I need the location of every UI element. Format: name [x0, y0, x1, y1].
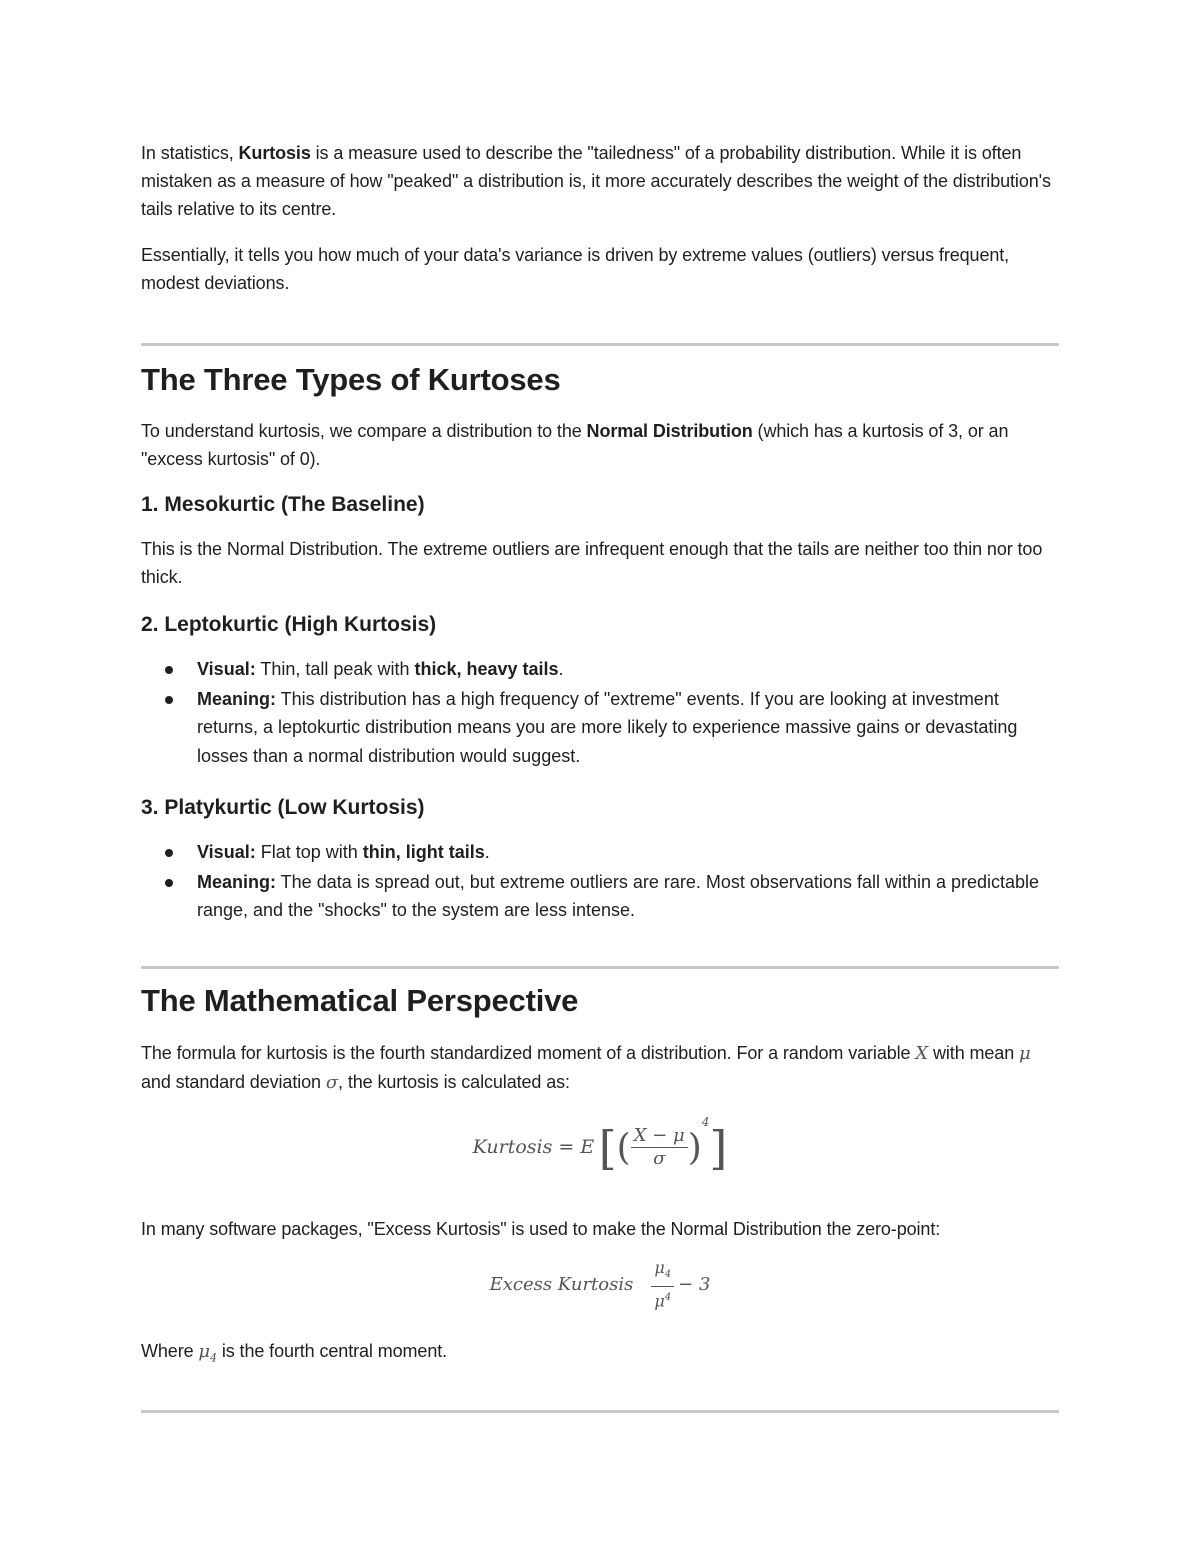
- meaning-label: Meaning:: [197, 688, 276, 709]
- section-divider: [141, 966, 1059, 969]
- platykurtic-heading: 3. Platykurtic (Low Kurtosis): [141, 796, 425, 819]
- meaning-label: Meaning:: [197, 871, 276, 892]
- section-divider: [141, 1410, 1059, 1413]
- math-intro-paragraph: [141, 1039, 1059, 1097]
- section-divider: [141, 343, 1059, 346]
- bullet-icon: [165, 879, 173, 887]
- variable-mu: μ: [198, 1340, 211, 1362]
- denominator-mu: μ: [654, 1291, 665, 1311]
- types-intro-paragraph: [141, 417, 1059, 473]
- list-text: .: [558, 659, 564, 679]
- intro-text: In statistics,: [141, 143, 239, 163]
- list-text: This distribution has a high frequency of "extreme" events. If you are looking at investment returns, a leptokurtic distribution means you are more likely to experience massive gains or devastating losses than a normal distribution would suggest.: [197, 688, 1018, 766]
- math-text: and standard deviation: [141, 1071, 326, 1092]
- excess-paragraph: In many software packages, "Excess Kurtosis" is used to make the Normal Distribution the zero-point:: [141, 1218, 941, 1239]
- leptokurtic-heading: 2. Leptokurtic (High Kurtosis): [141, 613, 437, 636]
- essentially-paragraph: Essentially, it tells you how much of your data's variance is driven by extreme values (outliers) versus frequent, modest deviations.: [141, 245, 1010, 293]
- math-text: with mean: [928, 1042, 1020, 1063]
- denominator-superscript: 4: [664, 1291, 672, 1303]
- math-text: The formula for kurtosis is the fourth standardized moment of a distribution. For a random variable: [141, 1042, 916, 1063]
- formula-fraction: [631, 1125, 688, 1170]
- variable-sigma: σ: [325, 1071, 339, 1093]
- kurtosis-term: Kurtosis: [238, 143, 311, 163]
- math-text: , the kurtosis is calculated as:: [338, 1071, 570, 1092]
- list-text: Thin, tall peak with: [255, 659, 415, 679]
- formula-lhs: Excess Kurtosis: [489, 1273, 634, 1295]
- list-item: [141, 655, 1059, 684]
- document-content: [141, 139, 1059, 1413]
- fraction-numerator: [651, 1257, 674, 1287]
- leptokurtic-list: [141, 655, 1059, 770]
- platykurtic-list: [141, 838, 1059, 925]
- emphasis-text: thick, heavy tails: [414, 659, 559, 679]
- mesokurtic-text: This is the Normal Distribution. The extreme outliers are infrequent enough that the tails are neither too thin nor too thick.: [141, 539, 1043, 587]
- fraction-numerator: X − μ: [631, 1125, 688, 1148]
- numerator-subscript: 4: [664, 1268, 672, 1280]
- list-text: The data is spread out, but extreme outliers are rare. Most observations fall within a predictable range, and the "shocks" to the system are less intense.: [197, 871, 1040, 920]
- intro-paragraph: [141, 139, 1059, 223]
- bullet-icon: [165, 849, 173, 857]
- list-text: Flat top with: [255, 842, 363, 862]
- list-item: [141, 685, 1059, 771]
- formula-lhs: Kurtosis = E: [472, 1136, 595, 1159]
- math-heading: The Mathematical Perspective: [141, 982, 579, 1018]
- bullet-icon: [165, 696, 173, 704]
- fraction-denominator: σ: [653, 1147, 666, 1169]
- where-paragraph: [141, 1337, 1059, 1373]
- intro-text: is a measure used to describe the "tailedness" of a probability distribution. While it is often mistaken as a measure of how "peaked" a distribution is, it more accurately describes the weight of the distribution's tails relative to its centre.: [141, 143, 1051, 219]
- normal-distribution-term: Normal Distribution: [586, 421, 753, 441]
- visual-label: Visual:: [197, 842, 256, 862]
- emphasis-text: thin, light tails: [362, 842, 485, 862]
- where-text: is the fourth central moment.: [216, 1340, 448, 1361]
- right-bracket: ]: [709, 1120, 728, 1175]
- mesokurtic-heading: 1. Mesokurtic (The Baseline): [141, 493, 425, 516]
- fraction-denominator: [651, 1287, 674, 1312]
- types-intro-text: To understand kurtosis, we compare a distribution to the: [141, 421, 587, 441]
- formula-fraction: [651, 1257, 674, 1313]
- list-item: [141, 838, 1059, 867]
- list-text: .: [484, 842, 490, 862]
- bullet-icon: [165, 666, 173, 674]
- types-heading: The Three Types of Kurtoses: [141, 362, 561, 397]
- kurtosis-formula: [141, 1115, 1059, 1173]
- exponent: 4: [701, 1114, 710, 1129]
- list-item: [141, 868, 1059, 925]
- variable-mu: μ: [1019, 1042, 1031, 1064]
- right-paren: ): [687, 1126, 702, 1168]
- types-intro-text: (which has a kurtosis of 3, or an "excess kurtosis" of 0).: [141, 421, 1009, 469]
- left-bracket: [: [598, 1120, 617, 1175]
- numerator-mu: μ: [654, 1257, 665, 1277]
- variable-x: X: [915, 1042, 929, 1064]
- formula-rhs: − 3: [678, 1273, 711, 1295]
- where-text: Where: [141, 1340, 199, 1361]
- left-paren: (: [616, 1126, 631, 1168]
- mu-subscript: 4: [210, 1351, 217, 1365]
- excess-kurtosis-formula: [141, 1257, 1059, 1311]
- visual-label: Visual:: [197, 659, 256, 679]
